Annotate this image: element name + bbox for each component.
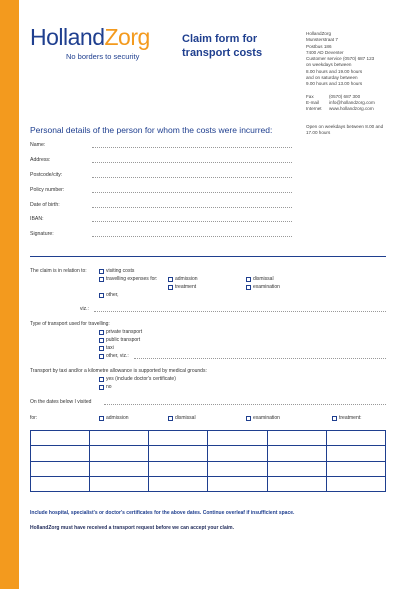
internet-row: Internet www.hollandzorg.com bbox=[306, 106, 374, 112]
private-transport-checkbox[interactable]: private transport bbox=[99, 329, 142, 335]
treatment-checkbox[interactable]: treatment bbox=[168, 284, 196, 290]
grid-cell[interactable] bbox=[90, 446, 149, 461]
certificates-note: Include hospital, specialist's or doctor's certificates for the above dates. Continue overleaf if insufficient space. bbox=[30, 510, 295, 516]
postcode-city-field[interactable]: Postcode/city: bbox=[30, 172, 292, 178]
grid-cell[interactable] bbox=[90, 431, 149, 446]
dismissal-checkbox[interactable]: dismissal bbox=[246, 276, 274, 282]
fax-row: Fax (0570) 687 300 bbox=[306, 93, 361, 99]
grid-cell[interactable] bbox=[208, 431, 267, 446]
grid-cell[interactable] bbox=[208, 476, 267, 491]
dates-dismissal-checkbox[interactable]: dismissal bbox=[168, 415, 196, 421]
grid-cell[interactable] bbox=[90, 476, 149, 491]
grid-cell[interactable] bbox=[267, 446, 326, 461]
email-row: E-mail info@hollandzorg.com bbox=[306, 99, 375, 105]
dates-grid bbox=[30, 430, 386, 492]
signature-field[interactable]: Signature: bbox=[30, 231, 292, 237]
table-row bbox=[31, 446, 386, 461]
for-label: for: bbox=[30, 415, 38, 421]
grid-cell[interactable] bbox=[149, 476, 208, 491]
opening-hours: Open on weekdays between 8.00 and 17.00 hours bbox=[306, 124, 384, 136]
other-transport-input-line[interactable] bbox=[134, 358, 386, 359]
grid-cell[interactable] bbox=[31, 446, 90, 461]
grid-cell[interactable] bbox=[149, 461, 208, 476]
travelling-expenses-checkbox[interactable]: travelling expenses for: bbox=[99, 276, 157, 282]
dates-admission-checkbox[interactable]: admission bbox=[99, 415, 129, 421]
claim-relation-label: The claim is in relation to: bbox=[30, 268, 87, 274]
admission-checkbox[interactable]: admission bbox=[168, 276, 198, 282]
brand-tagline: No borders to security bbox=[66, 52, 140, 61]
grid-cell[interactable] bbox=[31, 431, 90, 446]
taxi-checkbox[interactable]: taxi bbox=[99, 345, 114, 351]
grid-cell[interactable] bbox=[267, 431, 326, 446]
table-row bbox=[31, 431, 386, 446]
dates-visited-input-line[interactable] bbox=[104, 404, 386, 405]
grid-cell[interactable] bbox=[267, 476, 326, 491]
section-divider bbox=[30, 256, 386, 257]
address-field[interactable]: Address: bbox=[30, 157, 292, 163]
grid-cell[interactable] bbox=[31, 476, 90, 491]
medical-no-checkbox[interactable]: no bbox=[99, 384, 112, 390]
date-of-birth-field[interactable]: Date of birth: bbox=[30, 202, 292, 208]
brand-logo: HollandZorg bbox=[30, 24, 150, 50]
personal-details-heading: Personal details of the person for whom the costs were incurred: bbox=[30, 125, 273, 135]
dates-examination-checkbox[interactable]: examination bbox=[246, 415, 280, 421]
policy-number-field[interactable]: Policy number: bbox=[30, 187, 292, 193]
public-transport-checkbox[interactable]: public transport bbox=[99, 337, 140, 343]
grid-cell[interactable] bbox=[326, 476, 385, 491]
grid-cell[interactable] bbox=[267, 461, 326, 476]
dates-visited-label: On the dates below I visited bbox=[30, 399, 92, 405]
contact-line: Postbus 186 bbox=[306, 43, 332, 49]
transport-request-note: HollandZorg must have received a transport request before we can accept your claim. bbox=[30, 525, 234, 531]
grid-cell[interactable] bbox=[326, 431, 385, 446]
contact-line: and on saturday between bbox=[306, 75, 358, 81]
grid-cell[interactable] bbox=[149, 446, 208, 461]
other-checkbox[interactable]: other, bbox=[99, 292, 119, 298]
table-row bbox=[31, 461, 386, 476]
contact-block bbox=[306, 31, 375, 113]
grid-cell[interactable] bbox=[208, 461, 267, 476]
contact-line: HollandZorg bbox=[306, 31, 332, 36]
other-transport-checkbox[interactable]: other, viz.: bbox=[99, 353, 129, 359]
form-title: Claim form for transport costs bbox=[182, 33, 263, 60]
contact-line: on weekdays between bbox=[306, 62, 352, 68]
contact-line: 7400 AD Deventer bbox=[306, 49, 344, 55]
orange-side-stripe bbox=[0, 0, 19, 589]
contact-line: 8.00 hours and 19.00 hours bbox=[306, 68, 363, 74]
medical-grounds-label: Transport by taxi and/or a kilometre allowance is supported by medical grounds: bbox=[30, 368, 207, 374]
contact-line: Munsterstraat 7 bbox=[306, 37, 338, 43]
viz-label: viz.: bbox=[80, 306, 89, 312]
grid-cell[interactable] bbox=[326, 446, 385, 461]
dates-treatment-checkbox[interactable]: treatment: bbox=[332, 415, 362, 421]
contact-line: 9.00 hours and 13.00 hours bbox=[306, 81, 363, 87]
medical-yes-checkbox[interactable]: yes (include doctor's certificate) bbox=[99, 376, 176, 382]
contact-line: Customer service (0570) 687 123 bbox=[306, 56, 375, 62]
table-row bbox=[31, 476, 386, 491]
viz-input-line[interactable] bbox=[94, 311, 386, 312]
grid-cell[interactable] bbox=[90, 461, 149, 476]
name-field[interactable]: Name: bbox=[30, 142, 292, 148]
examination-checkbox[interactable]: examination bbox=[246, 284, 280, 290]
grid-cell[interactable] bbox=[149, 431, 208, 446]
grid-cell[interactable] bbox=[326, 461, 385, 476]
grid-cell[interactable] bbox=[208, 446, 267, 461]
transport-type-label: Type of transport used for travelling: bbox=[30, 321, 110, 327]
grid-cell[interactable] bbox=[31, 461, 90, 476]
visiting-costs-checkbox[interactable]: visiting costs bbox=[99, 268, 134, 274]
iban-field[interactable]: IBAN: bbox=[30, 216, 292, 222]
